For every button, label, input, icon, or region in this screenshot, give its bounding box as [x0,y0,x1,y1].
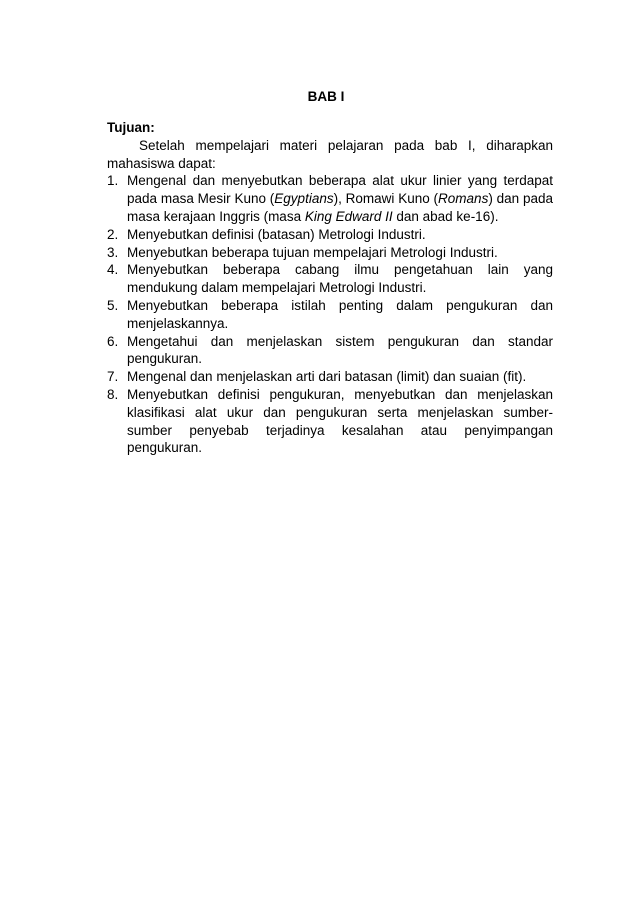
list-number: 2. [107,226,119,242]
list-item-2 [107,226,553,244]
list-number: 8. [107,386,119,402]
section-heading: Tujuan: [107,120,155,135]
list-text-part: ) dan pada masa kerajaan Inggris (masa [127,191,553,224]
list-item-1 [107,172,553,225]
objectives-list [107,172,553,457]
list-text: Menyebutkan beberapa cabang ilmu pengetahuan lain yang mendukung dalam mempelajari Metrologi Industri. [127,262,553,296]
intro-paragraph: Setelah mempelajari materi pelajaran pada bab I, diharapkan mahasiswa dapat: [107,137,553,171]
list-text: Mengetahui dan menjelaskan sistem pengukuran dan standar pengukuran. [127,333,553,367]
list-text-part: ), Romawi Kuno ( [333,191,439,207]
list-text: Mengenal dan menjelaskan arti dari batasan (limit) dan suaian (fit). [127,369,527,385]
list-number: 3. [107,244,119,260]
list-text-italic: Egyptians [274,191,334,207]
list-number: 1. [107,173,119,189]
list-text-italic: Romans [438,191,489,207]
list-item-5 [107,297,553,333]
list-text: Menyebutkan definisi pengukuran, menyebutkan dan menjelaskan klasifikasi alat ukur dan pengukuran serta menjelaskan sumber-sumber penyebab terjadinya kesalahan atau penyimpangan pengukuran. [127,386,553,456]
list-text: Menyebutkan definisi (batasan) Metrologi Industri. [127,226,426,242]
objectives-section [107,119,553,457]
list-number: 6. [107,333,119,349]
list-item-6 [107,333,553,369]
list-item-8 [107,386,553,457]
list-number: 4. [107,262,119,278]
chapter-title: BAB I [307,89,345,104]
list-text: Menyebutkan beberapa istilah penting dalam pengukuran dan menjelaskannya. [127,297,553,331]
list-text-italic: King Edward II [304,208,393,224]
list-text [127,173,553,224]
list-text-part: dan abad ke-16). [392,208,499,224]
list-item-7 [107,368,553,386]
list-number: 5. [107,297,119,313]
list-text-part: Mengenal dan menyebutkan beberapa alat ukur linier yang terdapat pada masa Mesir Kuno ( [127,173,553,207]
list-number: 7. [107,369,119,385]
list-text: Menyebutkan beberapa tujuan mempelajari Metrologi Industri. [127,244,498,260]
list-item-4 [107,261,553,297]
list-item-3 [107,244,553,262]
